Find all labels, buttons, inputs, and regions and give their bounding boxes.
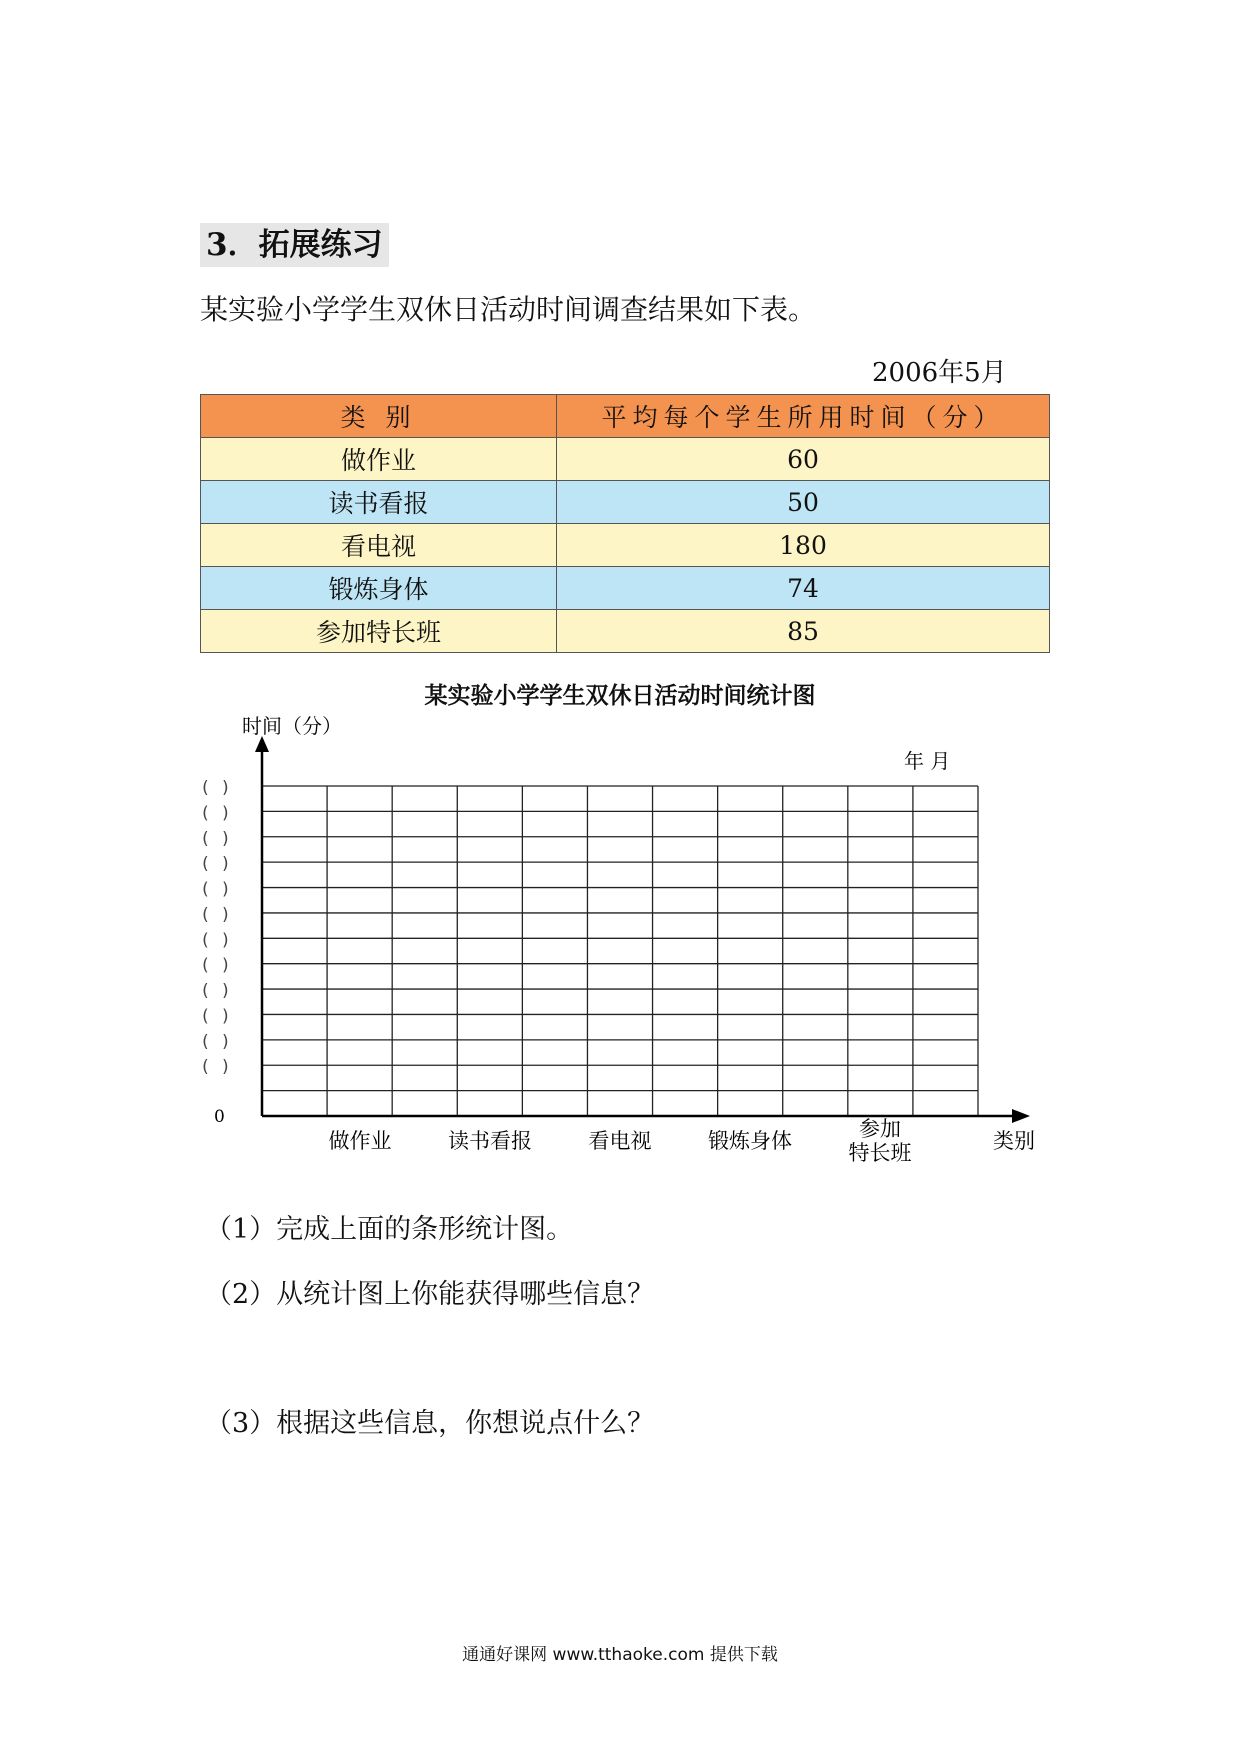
question-1: （1）完成上面的条形统计图。 bbox=[205, 1214, 574, 1245]
table-row bbox=[201, 438, 1050, 481]
row-time: 60 bbox=[557, 438, 1050, 481]
survey-table bbox=[200, 394, 1050, 653]
table-row bbox=[201, 610, 1050, 653]
y-tick-placeholder: ( ) bbox=[200, 930, 231, 951]
x-tick-label: 做作业 bbox=[328, 1129, 392, 1153]
section-heading: 3．拓展练习 bbox=[200, 223, 389, 267]
x-tick-label: 读书看报 bbox=[448, 1129, 532, 1153]
y-tick-placeholder: ( ) bbox=[200, 879, 231, 900]
question-3: （3）根据这些信息，你想说点什么？ bbox=[205, 1408, 655, 1439]
intro-text: 某实验小学学生双休日活动时间调查结果如下表。 bbox=[200, 293, 817, 326]
y-tick-placeholder: ( ) bbox=[200, 854, 231, 875]
table-date: 2006年5月 bbox=[872, 358, 1007, 388]
header-time: 平均每个学生所用时间（分） bbox=[557, 395, 1050, 438]
table-row bbox=[201, 524, 1050, 567]
x-tick-label: 特长班 bbox=[848, 1141, 912, 1165]
y-tick-placeholder: ( ) bbox=[200, 981, 231, 1002]
x-tick-label: 锻炼身体 bbox=[708, 1129, 792, 1153]
y-tick-placeholder: ( ) bbox=[200, 803, 231, 824]
y-tick-placeholder: ( ) bbox=[200, 828, 231, 849]
row-category: 看电视 bbox=[201, 524, 557, 567]
y-tick-placeholder: ( ) bbox=[200, 778, 231, 798]
y-tick-placeholder: ( ) bbox=[200, 904, 231, 925]
x-axis-label: 类别 bbox=[993, 1129, 1035, 1153]
y-tick-placeholder: ( ) bbox=[200, 1057, 231, 1078]
y-tick-placeholder: ( ) bbox=[200, 955, 231, 976]
footer-credit: 通通好课网 www.tthaoke.com 提供下载 bbox=[462, 1645, 778, 1665]
row-category: 锻炼身体 bbox=[201, 567, 557, 610]
x-axis-arrow bbox=[1012, 1109, 1030, 1123]
chart-title: 某实验小学学生双休日活动时间统计图 bbox=[424, 683, 816, 709]
y-tick-placeholder: ( ) bbox=[200, 1006, 231, 1027]
row-category: 读书看报 bbox=[201, 481, 557, 524]
row-time: 85 bbox=[557, 610, 1050, 653]
row-time: 180 bbox=[557, 524, 1050, 567]
table-header-row bbox=[201, 395, 1050, 438]
y-axis-label: 时间（分） bbox=[242, 714, 342, 738]
table-row bbox=[201, 481, 1050, 524]
row-time: 74 bbox=[557, 567, 1050, 610]
origin-label: 0 bbox=[214, 1107, 225, 1127]
table-row bbox=[201, 567, 1050, 610]
row-time: 50 bbox=[557, 481, 1050, 524]
bar-chart-grid bbox=[0, 700, 1240, 1190]
x-tick-label: 参加 bbox=[859, 1117, 901, 1141]
x-tick-label: 看电视 bbox=[588, 1129, 652, 1153]
y-tick-placeholder: ( ) bbox=[200, 1031, 231, 1052]
header-category: 类 别 bbox=[201, 395, 557, 438]
row-category: 做作业 bbox=[201, 438, 557, 481]
date-label: 年 月 bbox=[904, 749, 951, 773]
row-category: 参加特长班 bbox=[201, 610, 557, 653]
y-axis-arrow bbox=[255, 736, 269, 752]
question-2: （2）从统计图上你能获得哪些信息？ bbox=[205, 1279, 655, 1310]
